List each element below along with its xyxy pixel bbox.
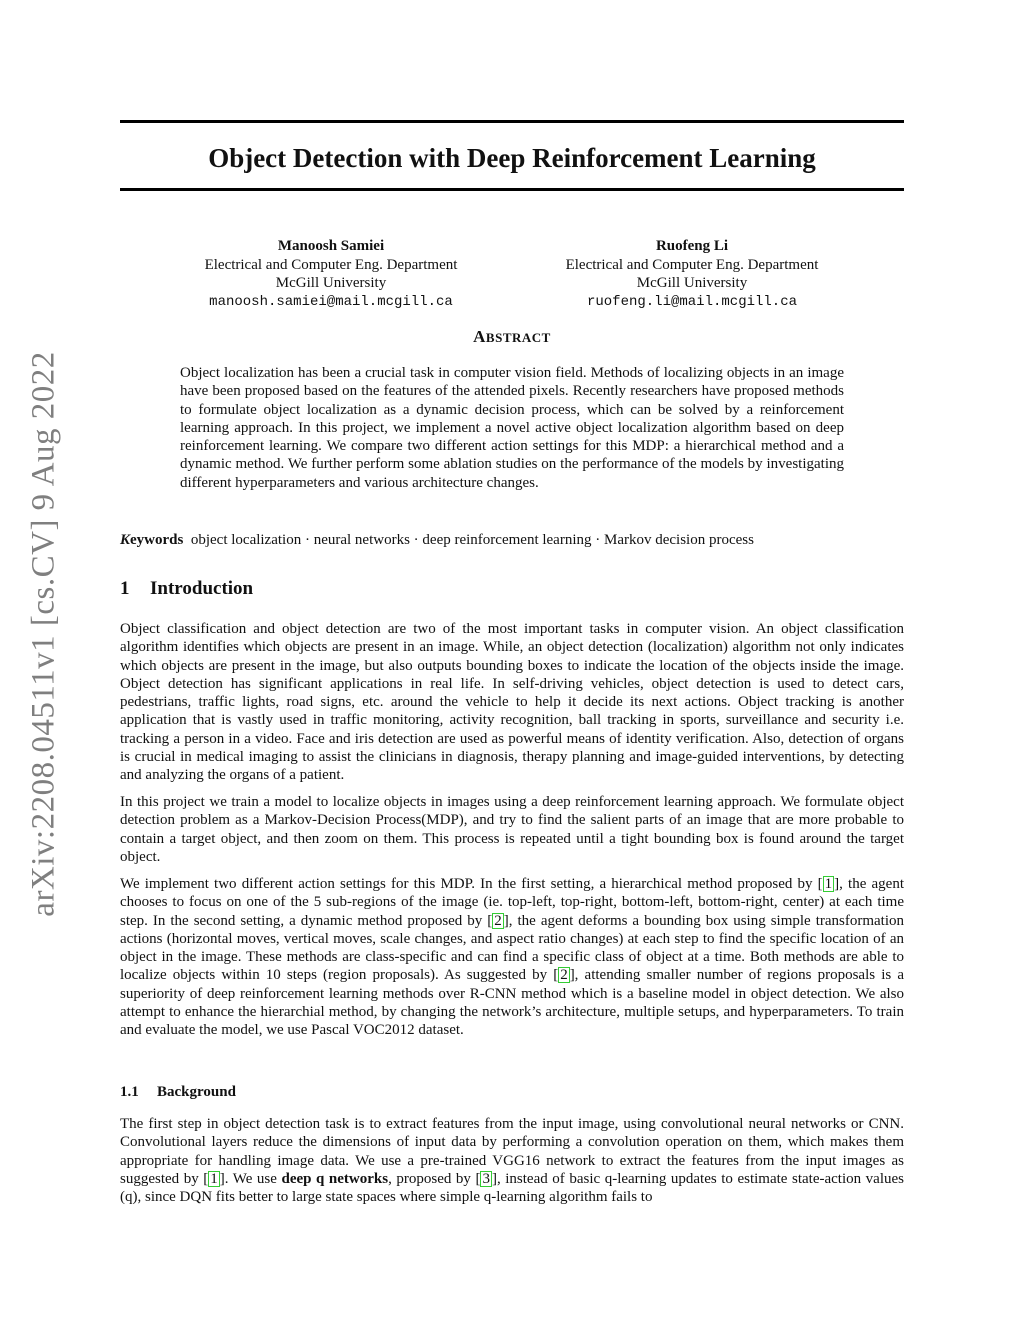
intro-paragraph-3: We implement two different action settings for this MDP. In the first setting, a hierarchical method proposed by [ 1 ], the agent chooses to focus on one of the 5 sub-regions of the image (ie. top-left, top-right, bottom-left, bottom-right, center) at each time step. In the second setting, a dynamic method proposed by [ 2 ], the agent deforms a bounding box using simple transformation actions (horizontal moves, vertical moves, scale changes, and aspect ratio changes) at each step to find the specific location of an object in the image. These methods are class-specific and can find a specific class of object at a time. Both methods are able to localize objects within 10 steps (region proposals). As suggested by [ 2 ], attending smaller number of regions proposals is a superiority of deep reinforcement learning methods over R-CNN method which is a baseline model in object detection. We also attempt to enhance the hierarchial method, by changing the network’s architecture, multiple setups, and hyperparameters. To train and evaluate the model, we use Pascal VOC2012 dataset. [120,876,905,1039]
abstract-heading-rest: BSTRACT [485,330,551,345]
author-dept: Electrical and Computer Eng. Department [204,256,458,273]
citation-link[interactable]: 2 [494,912,502,929]
author-affiliation: McGill University [275,275,387,291]
keywords [120,531,904,550]
author-name: Manoosh Samiei [277,238,385,254]
title-bottom-rule [120,188,904,191]
author-name: Ruofeng Li [655,238,729,254]
section-title: Introduction [150,578,254,599]
keywords-label: Keywords [120,532,184,548]
abstract-heading [120,326,904,349]
citation-link[interactable]: 2 [560,967,568,984]
subsection-heading-background [120,1082,236,1102]
author-email[interactable]: manoosh.samiei@mail.mcgill.ca [209,293,453,310]
citation-link[interactable]: 3 [482,1170,490,1187]
author-affiliation: McGill University [636,275,748,291]
intro-paragraph-2: In this project we train a model to localize objects in images using a deep reinforcement learning approach. We formulate object detection problem as a Markov-Decision Process(MDP), and try to find the salient parts of an image that are more probable to contain a target object, and then zoom on them. This process is repeated until a tight bounding box is found around the target object. [120,794,904,865]
abstract-text: Object localization has been a crucial task in computer vision field. Methods of localizing objects in an image have been proposed based on the features of the attended pixels. Recently researchers have proposed methods to formulate object localization as a dynamic decision process, which can be solved by a reinforcement learning approach. In this project, we implement a novel active object localization algorithm based on deep reinforcement learning. We compare two different action settings for this MDP: a hierarchical method and a dynamic method. We further perform some ablation studies on the performance of the models by investigating different hyperparameters and various architecture changes. [180,365,844,491]
citation-link[interactable]: 1 [210,1170,218,1187]
author-block-2 [512,237,872,311]
section-heading-introduction [120,576,253,602]
abstract-heading-first: A [473,327,486,346]
intro-paragraph-1: Object classification and object detection are two of the most important tasks in computer vision. An object classification algorithm identifies which objects are present in an image. While, an object detection (localization) algorithm not only indicates which objects are present in the image, but also outputs bounding boxes to indicate the location of the objects inside the image. Object detection has significant applications in real life. In self-driving vehicles, object detection is used to detect cars, pedestrians, traffic lights, road signs, etc. around the vehicle to help it decide its next actions. Object tracking is another application that is vastly used in traffic monitoring, activity recognition, ball tracking in sports, surveillance and security i.e. tracking a person in a video. Face and iris detection are used as powerful means of identity verification. Also, detection of organs is crucial in medical imaging to assist the clinicians in diagnosis, therapy planning and image-guided interventions, by detecting and analyzing the organs of a patient. [120,621,904,784]
author-block-1 [151,237,511,311]
bold-term: deep q networks [281,1170,389,1187]
paper-title: Object Detection with Deep Reinforcement Learning [208,143,816,173]
citation-link[interactable]: 1 [824,876,833,892]
arxiv-id: arXiv:2208.04511v1 [cs.CV] 9 Aug 2022 [25,351,62,917]
subsection-title: Background [157,1084,236,1100]
section-number: 1 [120,578,130,599]
background-paragraph: The first step in object detection task is to extract features from the input image, using convolutional neural networks or CNN. Convolutional layers reduce the dimensions of input data by performing a convolution operation on them, which makes them appropriate for handling image data. We use a pre-trained VGG16 network to extract the features from the input images as suggested by [ 1 ]. We use deep q networks, proposed by [ 3 ], instead of basic q-learning updates to estimate state-action values (q), since DQN fits better to large state spaces where simple q-learning algorithm fails to [120,1116,904,1206]
author-dept: Electrical and Computer Eng. Department [565,256,819,273]
title-top-rule [120,120,904,123]
subsection-number: 1.1 [120,1084,139,1100]
keywords-text: object localization · neural networks · deep reinforcement learning · Markov decision process [190,532,754,548]
author-email[interactable]: ruofeng.li@mail.mcgill.ca [586,293,798,310]
